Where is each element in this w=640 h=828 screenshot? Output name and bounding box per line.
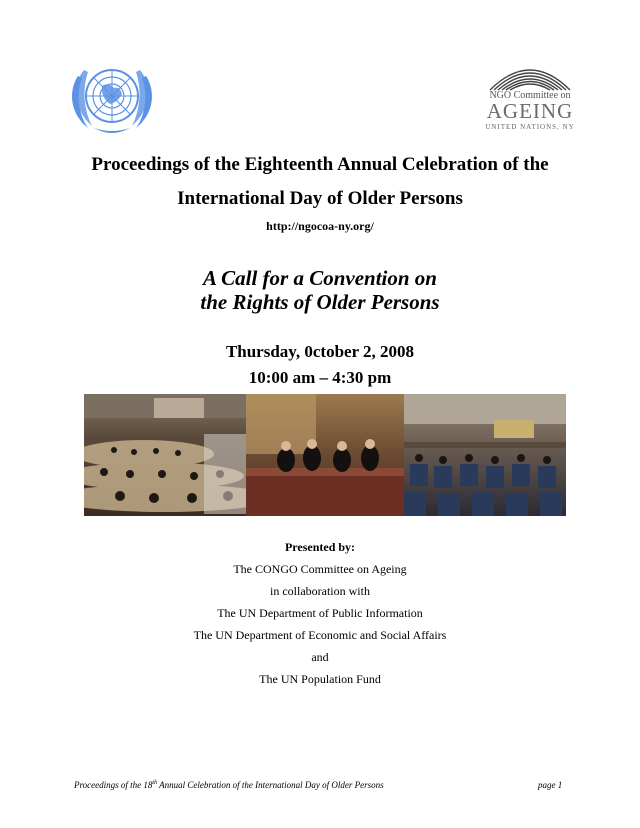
- un-emblem-icon: [64, 56, 160, 138]
- footer-caption: [74, 780, 384, 790]
- subtitle-line1: A Call for a Convention on: [203, 266, 437, 290]
- organizer-line: The UN Department of Economic and Social Affairs: [193, 628, 447, 642]
- photo-strip: [84, 394, 566, 516]
- organizer-line: The CONGO Committee on Ageing: [233, 562, 407, 576]
- subtitle-line2: the Rights of Older Persons: [200, 290, 440, 314]
- ngo-logo-line3: UNITED NATIONS, NY: [485, 123, 575, 131]
- assembly-hall-photo: [84, 394, 246, 516]
- conference-room-photo: [404, 394, 566, 516]
- page-title-line1: Proceedings of the Eighteenth Annual Celebration of the: [91, 154, 549, 175]
- un-emblem-logo: [64, 56, 160, 138]
- website-url[interactable]: http://ngocoa-ny.org/: [266, 219, 374, 233]
- organizer-line: The UN Department of Public Information: [217, 606, 423, 620]
- ngo-logo-line2: AGEING: [486, 99, 574, 123]
- organizer-line: The UN Population Fund: [259, 672, 381, 686]
- ngo-committee-logo: [478, 56, 582, 136]
- ngo-logo-line1: NGO Committee on: [489, 90, 571, 101]
- arcs-icon: [484, 56, 576, 92]
- footer-caption-sup: th: [152, 780, 158, 786]
- event-date: Thursday, 0ctober 2, 2008: [225, 342, 415, 361]
- organizer-line: in collaboration with: [270, 584, 370, 598]
- page-number: page 1: [538, 780, 563, 790]
- footer-caption-start: Proceedings of the 18: [74, 780, 153, 790]
- organizer-line: and: [311, 650, 329, 664]
- panel-speakers-photo: [246, 394, 404, 516]
- footer-caption-end: Annual Celebration of the International Day of Older Persons: [157, 780, 384, 790]
- presented-by-heading: Presented by:: [284, 540, 356, 554]
- page-title-line2: International Day of Older Persons: [177, 188, 463, 209]
- event-time: 10:00 am – 4:30 pm: [248, 368, 392, 387]
